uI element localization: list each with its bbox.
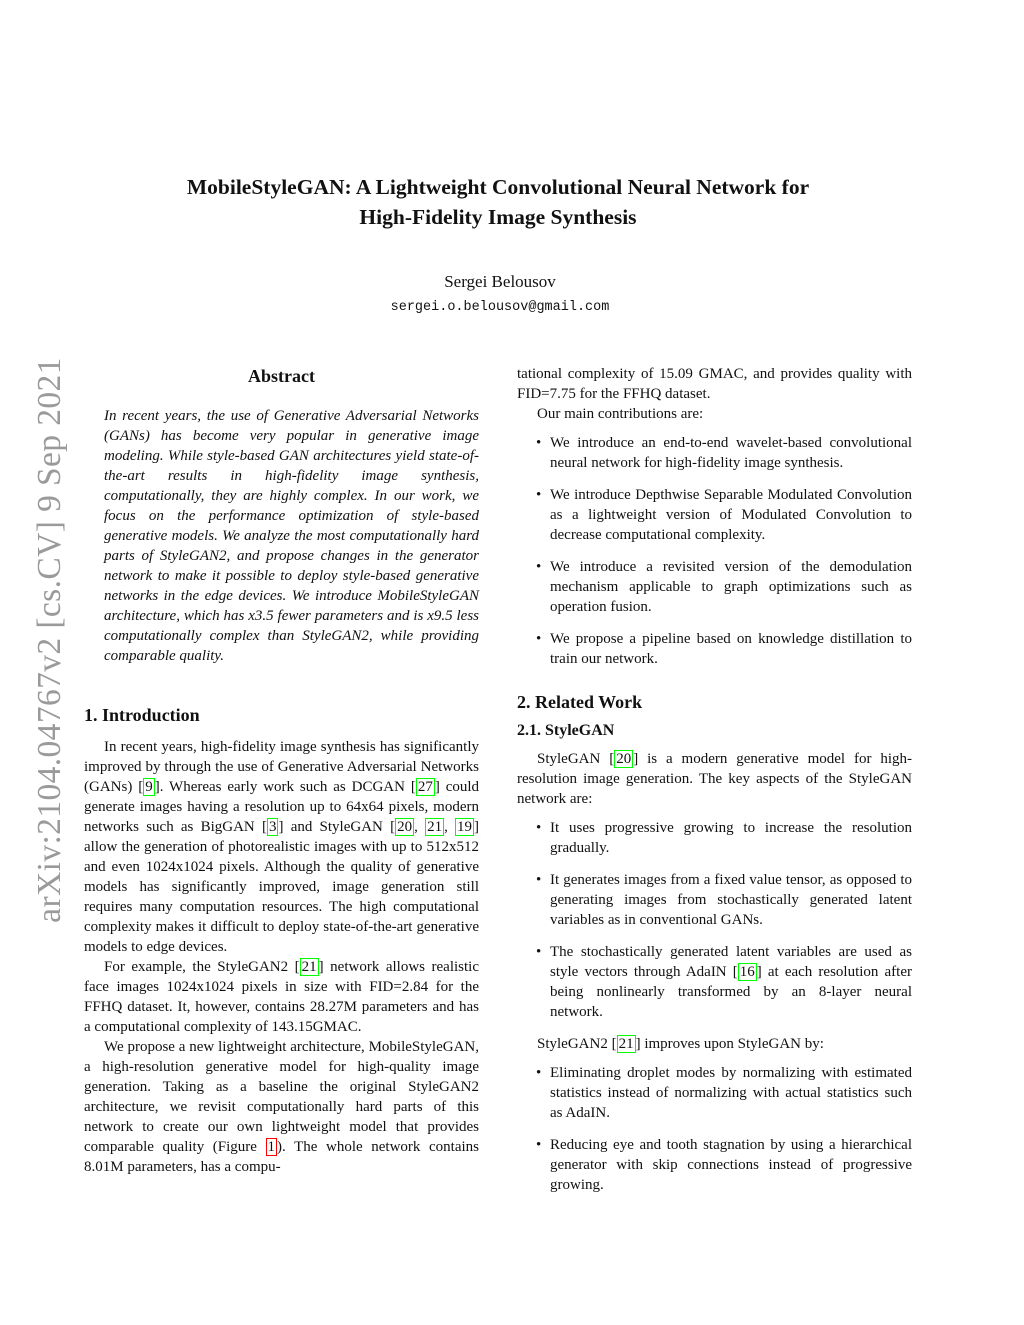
left-column <box>84 364 479 1177</box>
list-item: • Eliminating droplet modes by normalizing with estimated statistics instead of normalizing with actual statistics such as AdaIN. <box>517 1063 912 1123</box>
list-item: • It generates images from a fixed value tensor, as opposed to generating images from stochastically generated latent variables as in conventional GANs. <box>517 870 912 930</box>
intro-paragraph-continued: tational complexity of 15.09 GMAC, and provides quality with FID=7.75 for the FFHQ dataset. <box>517 366 912 402</box>
abstract-text: In recent years, the use of Generative Adversarial Networks (GANs) has become very popular in generative image modeling. While style-based GAN architectures yield state-of-the-art results in high-fidelity image synthesis, computationally, they are highly complex. In our work, we focus on the performance optimization of style-based generative models. We analyze the most computationally hard parts of StyleGAN2, and propose changes in the generator network to make it possible to deploy style-based generative networks in the edge devices. We introduce MobileStyleGAN architecture, which has x3.5 fewer parameters and is x9.5 less computationally complex than StyleGAN2, while providing comparable quality. <box>104 408 479 664</box>
citation-link[interactable]: 3 <box>268 819 277 835</box>
arxiv-stamp: arXiv:2104.04767v2 [cs.CV] 9 Sep 2021 <box>31 357 68 923</box>
citation-link[interactable]: 21 <box>427 819 443 835</box>
list-item: • We introduce a revisited version of the demodulation mechanism applicable to graph optimizations such as operation fusion. <box>517 557 912 617</box>
title-line-2: High-Fidelity Image Synthesis <box>359 205 637 229</box>
stylegan-aspects-list <box>517 818 912 1022</box>
list-item: • Reducing eye and tooth stagnation by using a hierarchical generator with skip connections instead of progressive growing. <box>517 1135 912 1195</box>
citation-link[interactable]: 16 <box>739 964 755 980</box>
citation-link[interactable]: 9 <box>145 779 153 795</box>
stylegan2-paragraph: StyleGAN2 [ 21 ] improves upon StyleGAN by: <box>537 1036 824 1052</box>
list-item: • We propose a pipeline based on knowledge distillation to train our network. <box>517 629 912 669</box>
list-item: • We introduce Depthwise Separable Modulated Convolution as a lightweight version of Modulated Convolution to decrease computational complexity. <box>517 485 912 545</box>
author-email: sergei.o.belousov@gmail.com <box>390 300 610 315</box>
right-column <box>517 364 912 1207</box>
citation-link[interactable]: 21 <box>301 959 317 975</box>
list-item: • We introduce an end-to-end wavelet-based convolutional neural network for high-fidelity image synthesis. <box>517 433 912 473</box>
citation-link[interactable]: 20 <box>397 819 413 835</box>
citation-link[interactable]: 21 <box>618 1036 634 1052</box>
paper-title <box>100 172 896 232</box>
intro-paragraph-3: We propose a new lightweight architecture, MobileStyleGAN, a high-resolution generative model for high-quality image generation. Taking as a baseline the original StyleGAN2 architecture, we revisit computationally hard parts of this network to create our own lightweight model that provides comparable quality (Figure 1 ). The whole network contains 8.01M parameters, has a compu- <box>84 1039 479 1175</box>
introduction-heading: 1. Introduction <box>84 705 200 725</box>
intro-paragraph-2: For example, the StyleGAN2 [ 21 ] network allows realistic face images 1024x1024 pixels in size with FID=2.84 for the FFHQ dataset. It, however, contains 28.27M parameters and has a computational complexity of 143.15GMAC. <box>84 959 479 1035</box>
intro-paragraph-1: In recent years, high-fidelity image synthesis has significantly improved by through the use of Generative Adversarial Networks (GANs) [ 9 ]. Whereas early work such as DCGAN [ 27 ] could generate images having a resolution up to 64x64 pixels, modern networks such as BigGAN [ 3 ] and StyleGAN [ 20 , 21 , 19 ] allow the generation of photorealistic images with up to 512x512 and even 1024x1024 pixels. Although the quality of generative models has significantly improved, image generation still requires many computation resources. The high computational complexity makes it difficult to deploy state-of-the-art generative models to edge devices. <box>84 739 480 955</box>
stylegan-subheading: 2.1. StyleGAN <box>517 722 615 739</box>
introduction-body <box>84 737 479 1177</box>
citation-link[interactable]: 20 <box>616 751 632 767</box>
stylegan2-improvements-list <box>517 1063 912 1195</box>
list-item: • The stochastically generated latent variables are used as style vectors through AdaIN [ 16 ] at each resolution after being nonlinearly transformed by an 8-layer neural network. <box>517 942 912 1022</box>
stylegan-paragraph: StyleGAN [ 20 ] is a modern generative model for high-resolution image generation. The key aspects of the StyleGAN network are: <box>517 751 912 807</box>
figure-link[interactable]: 1 <box>267 1139 276 1155</box>
citation-link[interactable]: 27 <box>417 779 433 795</box>
citation-link[interactable]: 19 <box>457 819 473 835</box>
author-name: Sergei Belousov <box>444 272 556 291</box>
abstract-heading: Abstract <box>248 366 315 386</box>
contributions-list <box>517 433 912 669</box>
title-line-1: MobileStyleGAN: A Lightweight Convolutional Neural Network for <box>186 175 810 199</box>
list-item: • It uses progressive growing to increase the resolution gradually. <box>517 818 912 858</box>
related-work-heading: 2. Related Work <box>517 692 643 712</box>
contributions-intro: Our main contributions are: <box>537 406 704 422</box>
